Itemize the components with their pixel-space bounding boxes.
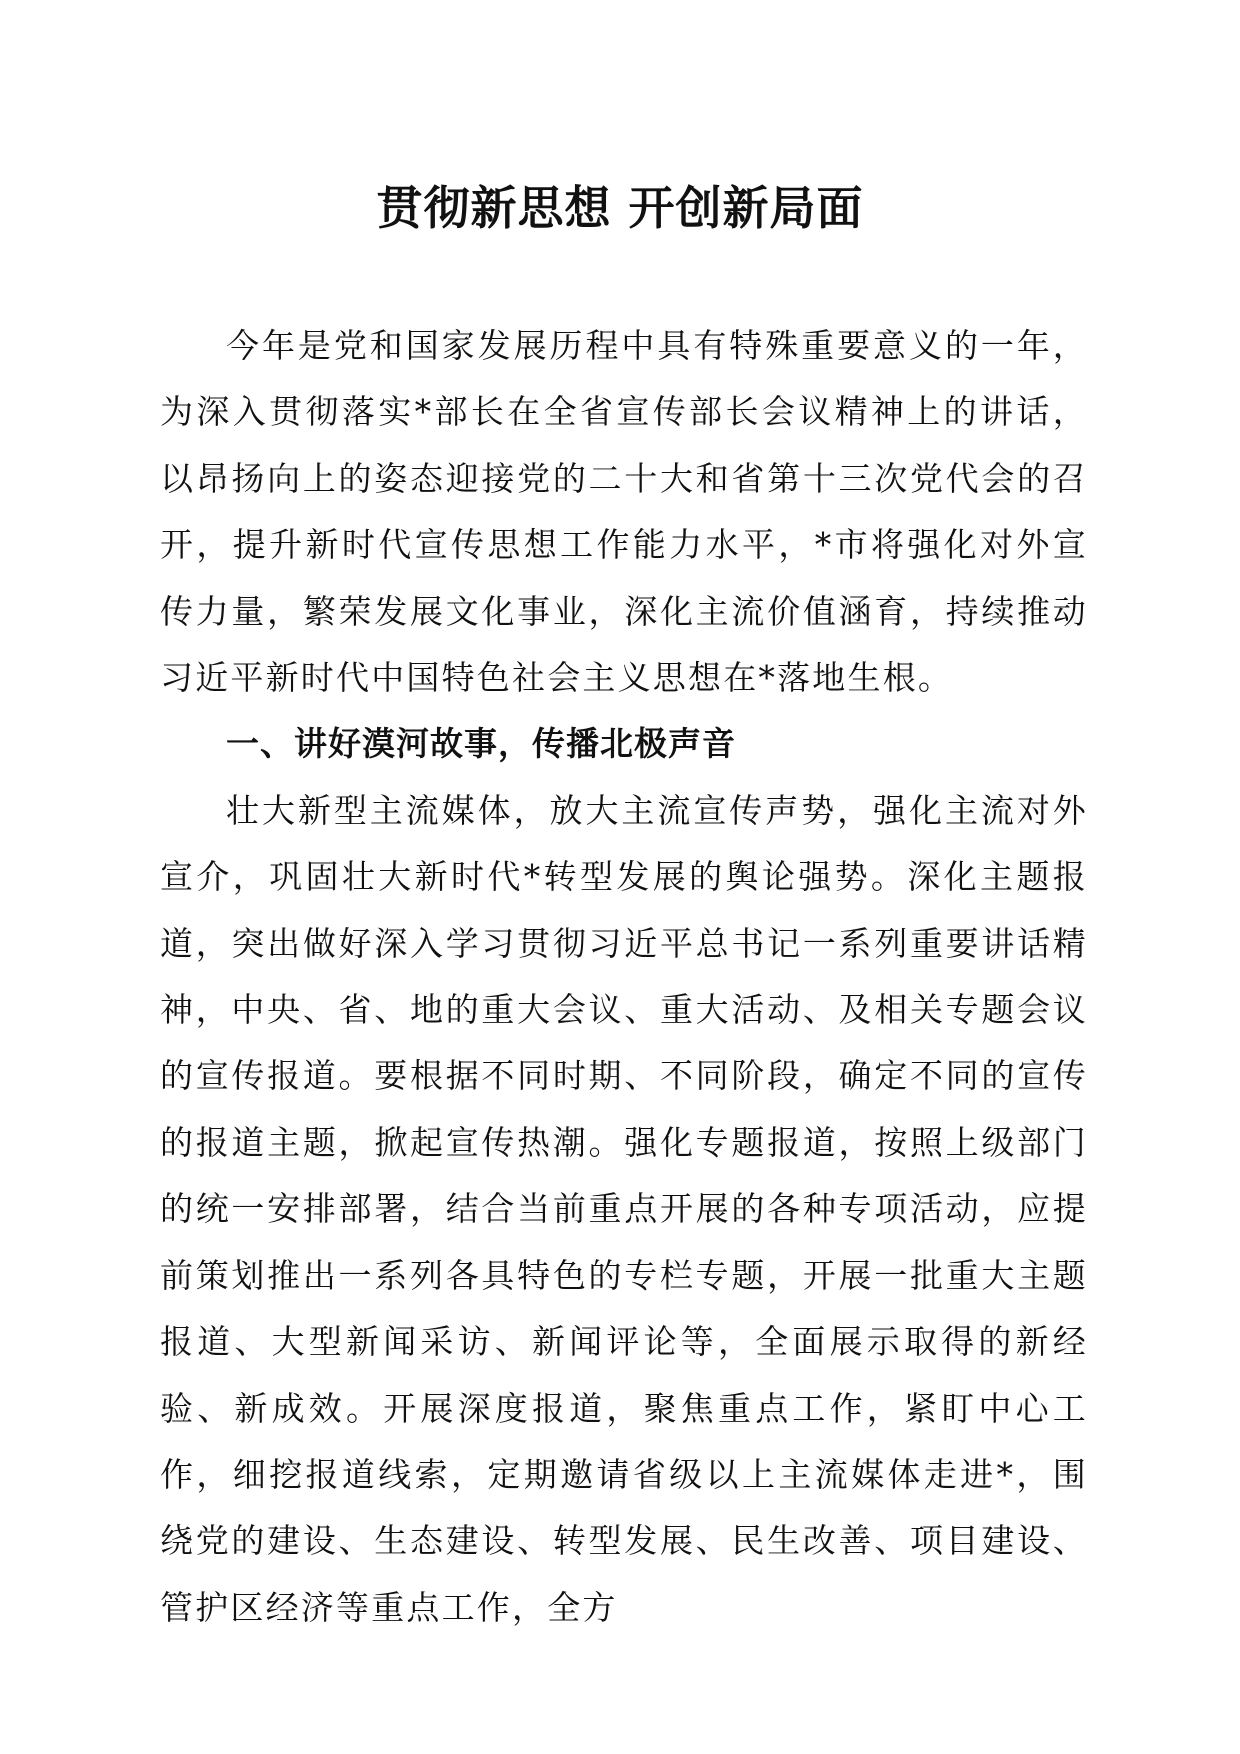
document-title: 贯彻新思想 开创新局面 [376, 181, 864, 235]
intro-paragraph: 今年是党和国家发展历程中具有特殊重要意义的一年，为深入贯彻落实*部长在全省宣传部长会议精神上的讲话，以昂扬向上的姿态迎接党的二十大和省第十三次党代会的召开，提升新时代宣传思想工作能力水平，*市将强化对外宣传力量，繁荣发展文化事业，深化主流价值涵育，持续推动习近平新时代中国特色社会主义思想在*落地生根。 [160, 326, 1088, 698]
section-1-heading: 一、讲好漠河故事，传播北极声音 [226, 724, 736, 764]
section-1-paragraph: 壮大新型主流媒体，放大主流宣传声势，强化主流对外宣介，巩固壮大新时代*转型发展的舆论强势。深化主题报道，突出做好深入学习贯彻习近平总书记一系列重要讲话精神，中央、省、地的重大会议、重大活动、及相关专题会议的宣传报道。要根据不同时期、不同阶段，确定不同的宣传的报道主题，掀起宣传热潮。强化专题报道，按照上级部门的统一安排部署，结合当前重点开展的各种专项活动，应提前策划推出一系列各具特色的专栏专题，开展一批重大主题报道、大型新闻采访、新闻评论等，全面展示取得的新经验、新成效。开展深度报道，聚焦重点工作，紧盯中心工作，细挖报道线索，定期邀请省级以上主流媒体走进*，围绕党的建设、生态建设、转型发展、民生改善、项目建设、管护区经济等重点工作，全方 [160, 790, 1088, 1627]
document-body [160, 313, 1088, 1641]
